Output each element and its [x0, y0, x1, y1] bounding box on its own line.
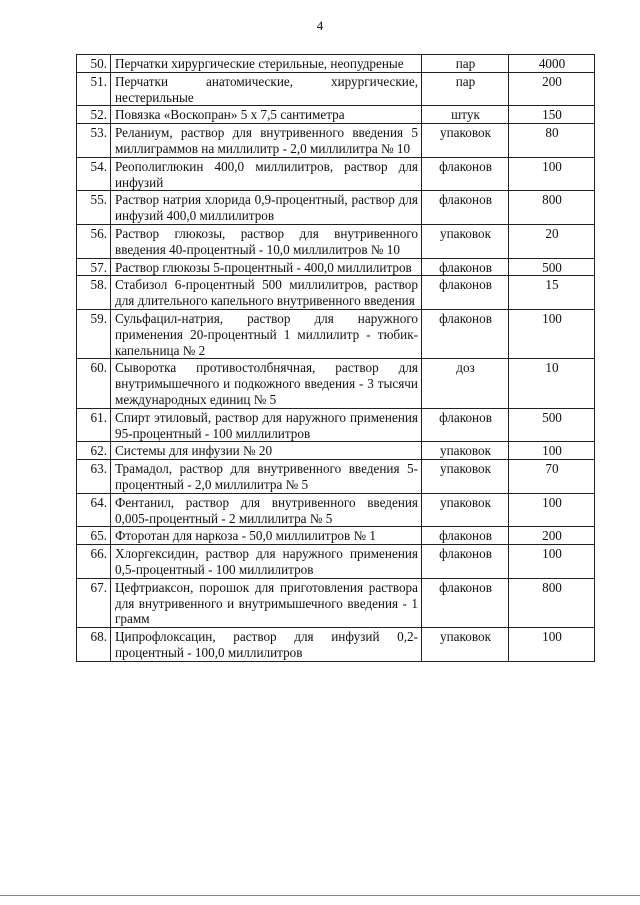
row-number-cell: 57.: [77, 258, 111, 276]
quantity-cell: 100: [509, 309, 595, 358]
item-name-cell: Цефтриаксон, порошок для приготовления раствора для внутривенного и внутримышечного введения - 1 грамм: [111, 578, 422, 627]
unit-cell: штук: [422, 106, 509, 124]
table-row: [77, 527, 595, 545]
table-row: [77, 258, 595, 276]
quantity-cell: 100: [509, 442, 595, 460]
unit-cell: флаконов: [422, 578, 509, 627]
item-name-cell: Ципрофлоксацин, раствор для инфузий 0,2-процентный - 100,0 миллилитров: [111, 628, 422, 662]
quantity-cell: 200: [509, 527, 595, 545]
item-name-cell: Реополиглюкин 400,0 миллилитров, раствор для инфузий: [111, 157, 422, 191]
table-row: [77, 545, 595, 579]
quantity-cell: 500: [509, 408, 595, 442]
item-name-cell: Сыворотка противостолбнячная, раствор для внутримышечного и подкожного введения - 3 тысячи международных единиц № 5: [111, 359, 422, 408]
item-name-cell: Сульфацил-натрия, раствор для наружного применения 20-процентный 1 миллилитр - тюбик-капельница № 2: [111, 309, 422, 358]
row-number-cell: 56.: [77, 224, 111, 258]
row-number-cell: 67.: [77, 578, 111, 627]
quantity-cell: 800: [509, 191, 595, 225]
item-name-cell: Раствор натрия хлорида 0,9-процентный, раствор для инфузий 400,0 миллилитров: [111, 191, 422, 225]
row-number-cell: 52.: [77, 106, 111, 124]
quantity-cell: 100: [509, 493, 595, 527]
table-row: [77, 124, 595, 158]
unit-cell: доз: [422, 359, 509, 408]
table-row: [77, 460, 595, 494]
table-row: [77, 191, 595, 225]
quantity-cell: 100: [509, 545, 595, 579]
unit-cell: упаковок: [422, 460, 509, 494]
unit-cell: флаконов: [422, 408, 509, 442]
row-number-cell: 59.: [77, 309, 111, 358]
unit-cell: упаковок: [422, 124, 509, 158]
quantity-cell: 15: [509, 276, 595, 310]
unit-cell: упаковок: [422, 442, 509, 460]
quantity-cell: 20: [509, 224, 595, 258]
item-name-cell: Спирт этиловый, раствор для наружного применения 95-процентный - 100 миллилитров: [111, 408, 422, 442]
unit-cell: флаконов: [422, 545, 509, 579]
table-row: [77, 493, 595, 527]
item-name-cell: Повязка «Воскопран» 5 х 7,5 сантиметра: [111, 106, 422, 124]
table-row: [77, 276, 595, 310]
quantity-cell: 4000: [509, 55, 595, 73]
quantity-cell: 800: [509, 578, 595, 627]
row-number-cell: 63.: [77, 460, 111, 494]
table-row: [77, 309, 595, 358]
unit-cell: флаконов: [422, 309, 509, 358]
unit-cell: пар: [422, 55, 509, 73]
quantity-cell: 150: [509, 106, 595, 124]
item-name-cell: Раствор глюкозы 5-процентный - 400,0 миллилитров: [111, 258, 422, 276]
row-number-cell: 60.: [77, 359, 111, 408]
unit-cell: флаконов: [422, 157, 509, 191]
item-name-cell: Раствор глюкозы, раствор для внутривенного введения 40-процентный - 10,0 миллилитров № 10: [111, 224, 422, 258]
table-body: [77, 55, 595, 662]
row-number-cell: 53.: [77, 124, 111, 158]
quantity-cell: 10: [509, 359, 595, 408]
row-number-cell: 61.: [77, 408, 111, 442]
supplies-table: [76, 54, 595, 662]
table-row: [77, 408, 595, 442]
table-row: [77, 224, 595, 258]
unit-cell: упаковок: [422, 628, 509, 662]
item-name-cell: Трамадол, раствор для внутривенного введения 5-процентный - 2,0 миллилитра № 5: [111, 460, 422, 494]
table-row: [77, 157, 595, 191]
row-number-cell: 58.: [77, 276, 111, 310]
unit-cell: флаконов: [422, 527, 509, 545]
item-name-cell: Фентанил, раствор для внутривенного введения 0,005-процентный - 2 миллилитра № 5: [111, 493, 422, 527]
quantity-cell: 70: [509, 460, 595, 494]
unit-cell: флаконов: [422, 191, 509, 225]
row-number-cell: 62.: [77, 442, 111, 460]
unit-cell: флаконов: [422, 258, 509, 276]
page-bottom-rule: [0, 895, 640, 896]
table-row: [77, 359, 595, 408]
unit-cell: пар: [422, 72, 509, 106]
item-name-cell: Стабизол 6-процентный 500 миллилитров, раствор для длительного капельного внутривенного введения: [111, 276, 422, 310]
table-row: [77, 578, 595, 627]
page-number: 4: [316, 18, 324, 33]
row-number-cell: 54.: [77, 157, 111, 191]
row-number-cell: 68.: [77, 628, 111, 662]
quantity-cell: 500: [509, 258, 595, 276]
unit-cell: флаконов: [422, 276, 509, 310]
row-number-cell: 64.: [77, 493, 111, 527]
unit-cell: упаковок: [422, 493, 509, 527]
row-number-cell: 66.: [77, 545, 111, 579]
table-row: [77, 72, 595, 106]
item-name-cell: Фторотан для наркоза - 50,0 миллилитров № 1: [111, 527, 422, 545]
quantity-cell: 80: [509, 124, 595, 158]
item-name-cell: Реланиум, раствор для внутривенного введения 5 миллиграммов на миллилитр - 2,0 миллилитра № 10: [111, 124, 422, 158]
item-name-cell: Перчатки хирургические стерильные, неопудреные: [111, 55, 422, 73]
table-row: [77, 442, 595, 460]
item-name-cell: Перчатки анатомические, хирургические, нестерильные: [111, 72, 422, 106]
quantity-cell: 100: [509, 628, 595, 662]
row-number-cell: 55.: [77, 191, 111, 225]
table-row: [77, 628, 595, 662]
quantity-cell: 100: [509, 157, 595, 191]
row-number-cell: 50.: [77, 55, 111, 73]
item-name-cell: Системы для инфузии № 20: [111, 442, 422, 460]
table-row: [77, 106, 595, 124]
quantity-cell: 200: [509, 72, 595, 106]
row-number-cell: 51.: [77, 72, 111, 106]
item-name-cell: Хлоргексидин, раствор для наружного применения 0,5-процентный - 100 миллилитров: [111, 545, 422, 579]
table-row: [77, 55, 595, 73]
unit-cell: упаковок: [422, 224, 509, 258]
row-number-cell: 65.: [77, 527, 111, 545]
